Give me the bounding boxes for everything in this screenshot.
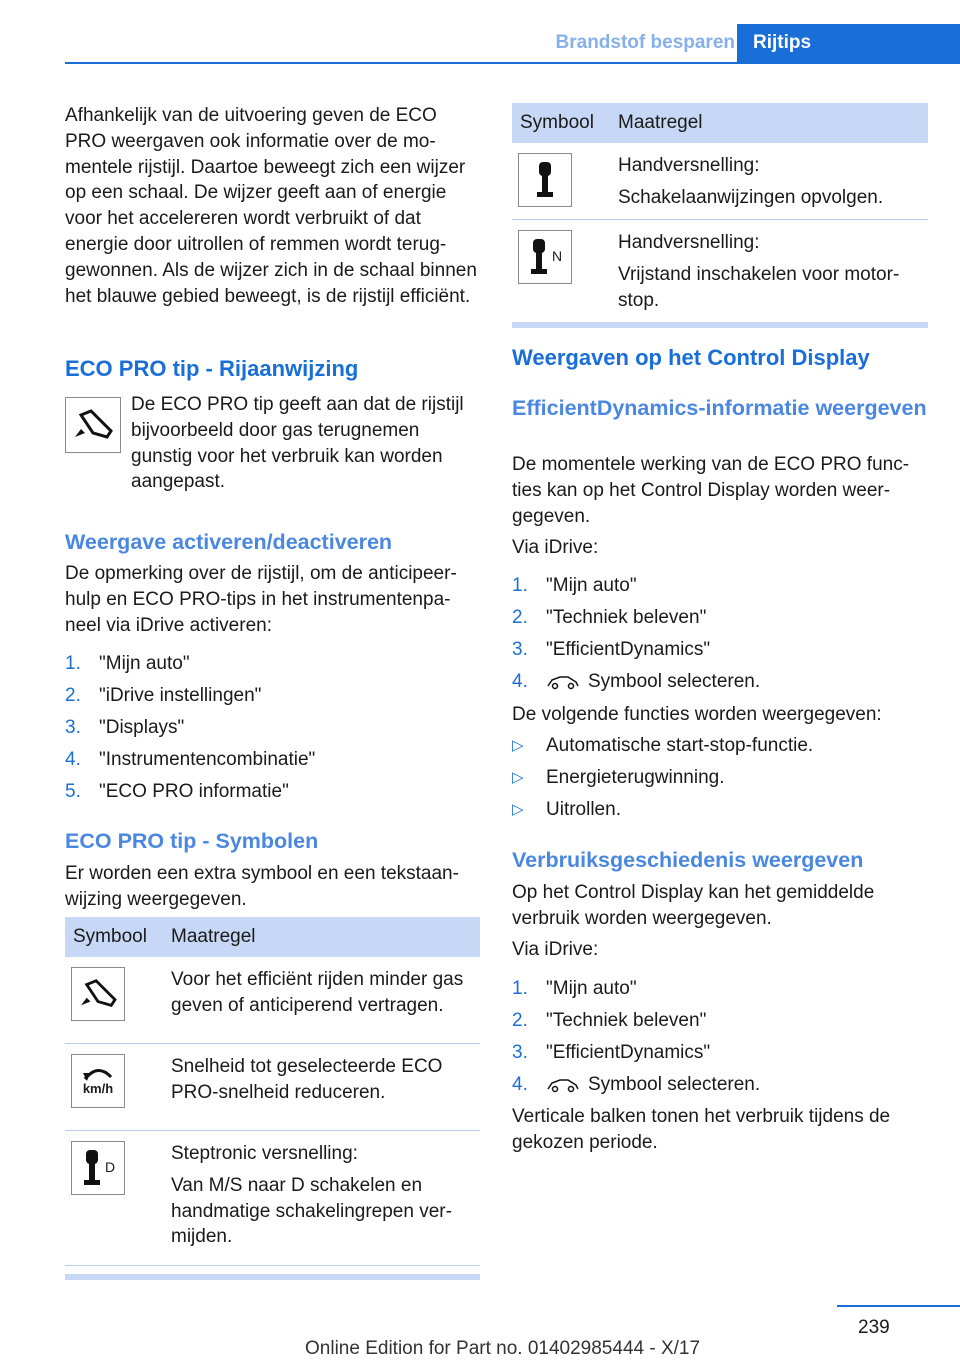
tip-text	[131, 392, 480, 495]
activate-text: De opmerking over de rijstijl, om de anticipeerhulp en ECO PRO-tips in het instrumentenpaneel via iDrive activeren:	[65, 563, 457, 636]
list-item: 1. "Mijn auto"	[65, 653, 190, 674]
page-number: 239	[858, 1317, 890, 1338]
gear-lever-d-icon	[71, 1141, 125, 1195]
table-row	[512, 220, 928, 317]
via-idrive-2: Via iDrive:	[512, 939, 599, 960]
foot-off-pedal-icon	[65, 397, 121, 453]
list-item: 3. "EfficientDynamics"	[512, 639, 711, 660]
col-symbol-header: Symbool	[512, 103, 618, 143]
ed-steps-list	[512, 570, 928, 698]
header-chapter-tab: Rijtips	[737, 24, 960, 62]
table-row	[512, 143, 928, 220]
functions-text: De volgende functies worden weergegeven:	[512, 704, 882, 725]
activate-heading: Weergave activeren/deactiveren	[65, 530, 393, 554]
icon-label: N	[551, 248, 563, 265]
list-item: 1. "Mijn auto"	[512, 978, 637, 999]
measure-text: Van M/S naar D schakelen en handmatige schakelingrepen vermijden.	[171, 1174, 452, 1248]
intro-paragraph: Afhankelijk van de uitvoering geven de ECO PRO weergaven ook informatie over de momentele rijstijl. Daartoe beweegt zich een wijzer op een schaal. De wijzer geeft aan of energie voor het accelereren wordt verbruikt of dat energie door uitrollen of remmen wordt teruggewonnen. Als de wijzer zich in de schaal binnen het blauwe gebied beweegt, is de rijstijl efficiënt.	[65, 105, 477, 307]
footer-rule	[837, 1305, 960, 1307]
history-text: Op het Control Display kan het gemiddelde verbruik worden weergegeven.	[512, 882, 875, 929]
list-item: 1. "Mijn auto"	[512, 575, 637, 596]
header-rule	[65, 62, 960, 64]
list-item: 4. Symbool selecteren.	[512, 1074, 761, 1095]
list-item: 3. "Displays"	[65, 717, 185, 738]
gear-lever-icon	[518, 153, 572, 207]
car-symbol-icon	[546, 674, 580, 690]
measure-text: Snelheid tot geselecteerde ECO PRO-snelheid reduceren.	[171, 1056, 443, 1103]
list-item: 4. Symbool selecteren.	[512, 671, 761, 692]
col-measure-header: Maatregel	[171, 917, 480, 957]
main-heading: Weergaven op het Control Display	[512, 345, 870, 370]
list-item: 2. "iDrive instellingen"	[65, 685, 262, 706]
table-row	[65, 1131, 480, 1266]
measure-text: Schakelaanwijzingen opvolgen.	[618, 186, 884, 208]
closing-text: Verticale balken tonen het verbruik tijdens de gekozen periode.	[512, 1106, 891, 1153]
icon-label: km/h	[82, 1081, 114, 1096]
icon-label: D	[104, 1159, 116, 1176]
list-item: ▷ Automatische start-stop-functie.	[512, 735, 814, 756]
symbols-text: Er worden een extra symbool en een tekstaanwijzing weergegeven.	[65, 863, 459, 910]
header-section-title: Brandstof besparen	[555, 32, 735, 53]
table-header-row	[65, 917, 480, 957]
table-end-bar	[512, 322, 928, 328]
list-item: ▷ Energieterugwinning.	[512, 767, 725, 788]
measure-text: Voor het efficiënt rijden minder gas geven of anticiperend vertragen.	[171, 969, 464, 1016]
tip-text-content: De ECO PRO tip geeft aan dat de rijstijl bijvoorbeeld door gas terugnemen gunstig voor het verbruik kan worden aangepast.	[131, 394, 464, 493]
measure-text: Vrijstand inschakelen voor motorstop.	[618, 263, 900, 311]
list-item: ▷ Uitrollen.	[512, 799, 621, 820]
measure-text: Steptronic versnelling:	[171, 1143, 358, 1164]
list-item: 4. "Instrumentencombinatie"	[65, 749, 316, 770]
via-idrive-1: Via iDrive:	[512, 537, 599, 558]
manual-gear-table	[512, 103, 928, 328]
table-row	[65, 957, 480, 1044]
list-item: 2. "Techniek beleven"	[512, 1010, 707, 1031]
col-symbol-header: Symbool	[65, 917, 171, 957]
list-item: 2. "Techniek beleven"	[512, 607, 707, 628]
functions-list	[512, 730, 928, 826]
ed-heading: EfficientDynamics-informatie weergeven	[512, 396, 927, 420]
symbols-heading: ECO PRO tip - Symbolen	[65, 829, 319, 853]
measure-text: Handversnelling:	[618, 232, 760, 253]
list-item: 5. "ECO PRO informatie"	[65, 781, 289, 802]
col-measure-header: Maatregel	[618, 103, 928, 143]
table-header-row	[512, 103, 928, 143]
tip-heading: ECO PRO tip - Rijaanwijzing	[65, 356, 359, 381]
speed-reduce-icon	[71, 1054, 125, 1108]
table-end-bar	[65, 1274, 480, 1280]
gear-lever-n-icon	[518, 230, 572, 284]
edition-note: Online Edition for Part no. 01402985444 - X/17	[305, 1338, 701, 1359]
symbols-table	[65, 917, 480, 1280]
history-heading: Verbruiksgeschiedenis weergeven	[512, 848, 864, 872]
measure-text: Handversnelling:	[618, 155, 760, 176]
history-steps-list	[512, 973, 928, 1101]
car-symbol-icon	[546, 1077, 580, 1093]
ed-text: De momentele werking van de ECO PRO functies kan op het Control Display worden weergegeven.	[512, 454, 910, 527]
table-row	[65, 1044, 480, 1131]
list-item: 3. "EfficientDynamics"	[512, 1042, 711, 1063]
activate-steps-list	[65, 648, 480, 808]
foot-off-pedal-icon	[71, 967, 125, 1021]
